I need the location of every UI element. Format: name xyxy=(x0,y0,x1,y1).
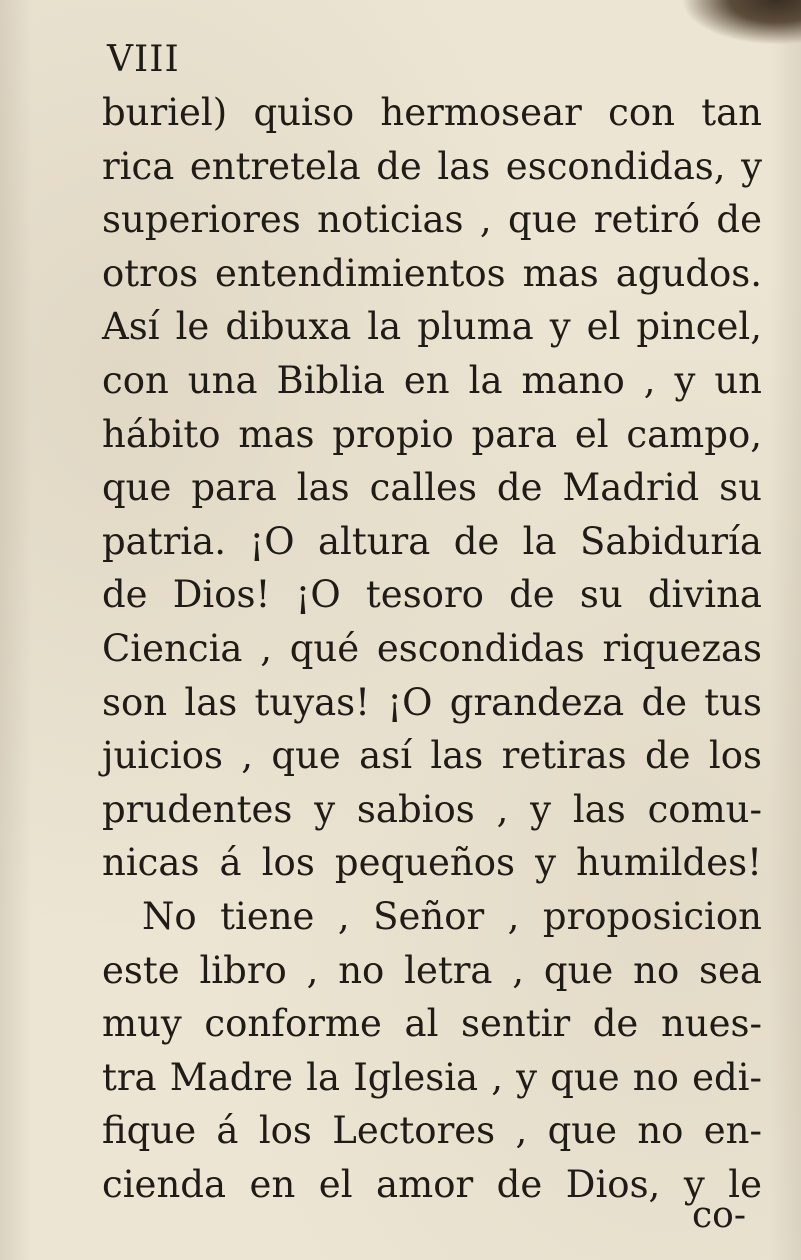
text-line: que para las calles de Madrid su xyxy=(102,466,762,510)
text-line: patria. ¡O altura de la Sabiduría xyxy=(102,519,762,563)
text-line: superiores noticias , que retiró de xyxy=(102,198,762,242)
text-line: cienda en el amor de Dios, y le xyxy=(102,1162,762,1206)
text-line: otros entendimientos mas agudos. xyxy=(102,251,762,295)
text-line: hábito mas propio para el campo, xyxy=(102,412,762,456)
corner-stain xyxy=(681,0,801,45)
text-line: prudentes y sabios , y las comu- xyxy=(102,787,762,831)
text-line: son las tuyas! ¡O grandeza de tus xyxy=(102,680,762,724)
text-line: tra Madre la Iglesia , y que no edi- xyxy=(102,1055,762,1099)
page-number: VIII xyxy=(107,39,180,80)
text-line: buriel) quiso hermosear con tan xyxy=(102,91,762,134)
body-text xyxy=(102,86,762,1211)
text-line: Ciencia , qué escondidas riquezas xyxy=(102,626,762,670)
text-line: rica entretela de las escondidas, y xyxy=(102,144,762,188)
text-line: con una Biblia en la mano , y un xyxy=(102,358,762,402)
text-line: muy conforme al sentir de nues- xyxy=(102,1002,762,1046)
text-line: fique á los Lectores , que no en- xyxy=(102,1109,762,1153)
text-line: de Dios! ¡O tesoro de su divina xyxy=(102,573,762,617)
text-line: este libro , no letra , que no sea xyxy=(102,948,762,992)
text-line: nicas á los pequeños y humildes! xyxy=(102,841,762,885)
paragraph-start-line: No tiene , Señor , proposicion xyxy=(142,894,762,938)
text-line: juicios , que así las retiras de los xyxy=(102,734,762,778)
text-line: Así le dibuxa la pluma y el pincel, xyxy=(102,305,762,349)
catchword: co- xyxy=(692,1195,746,1236)
